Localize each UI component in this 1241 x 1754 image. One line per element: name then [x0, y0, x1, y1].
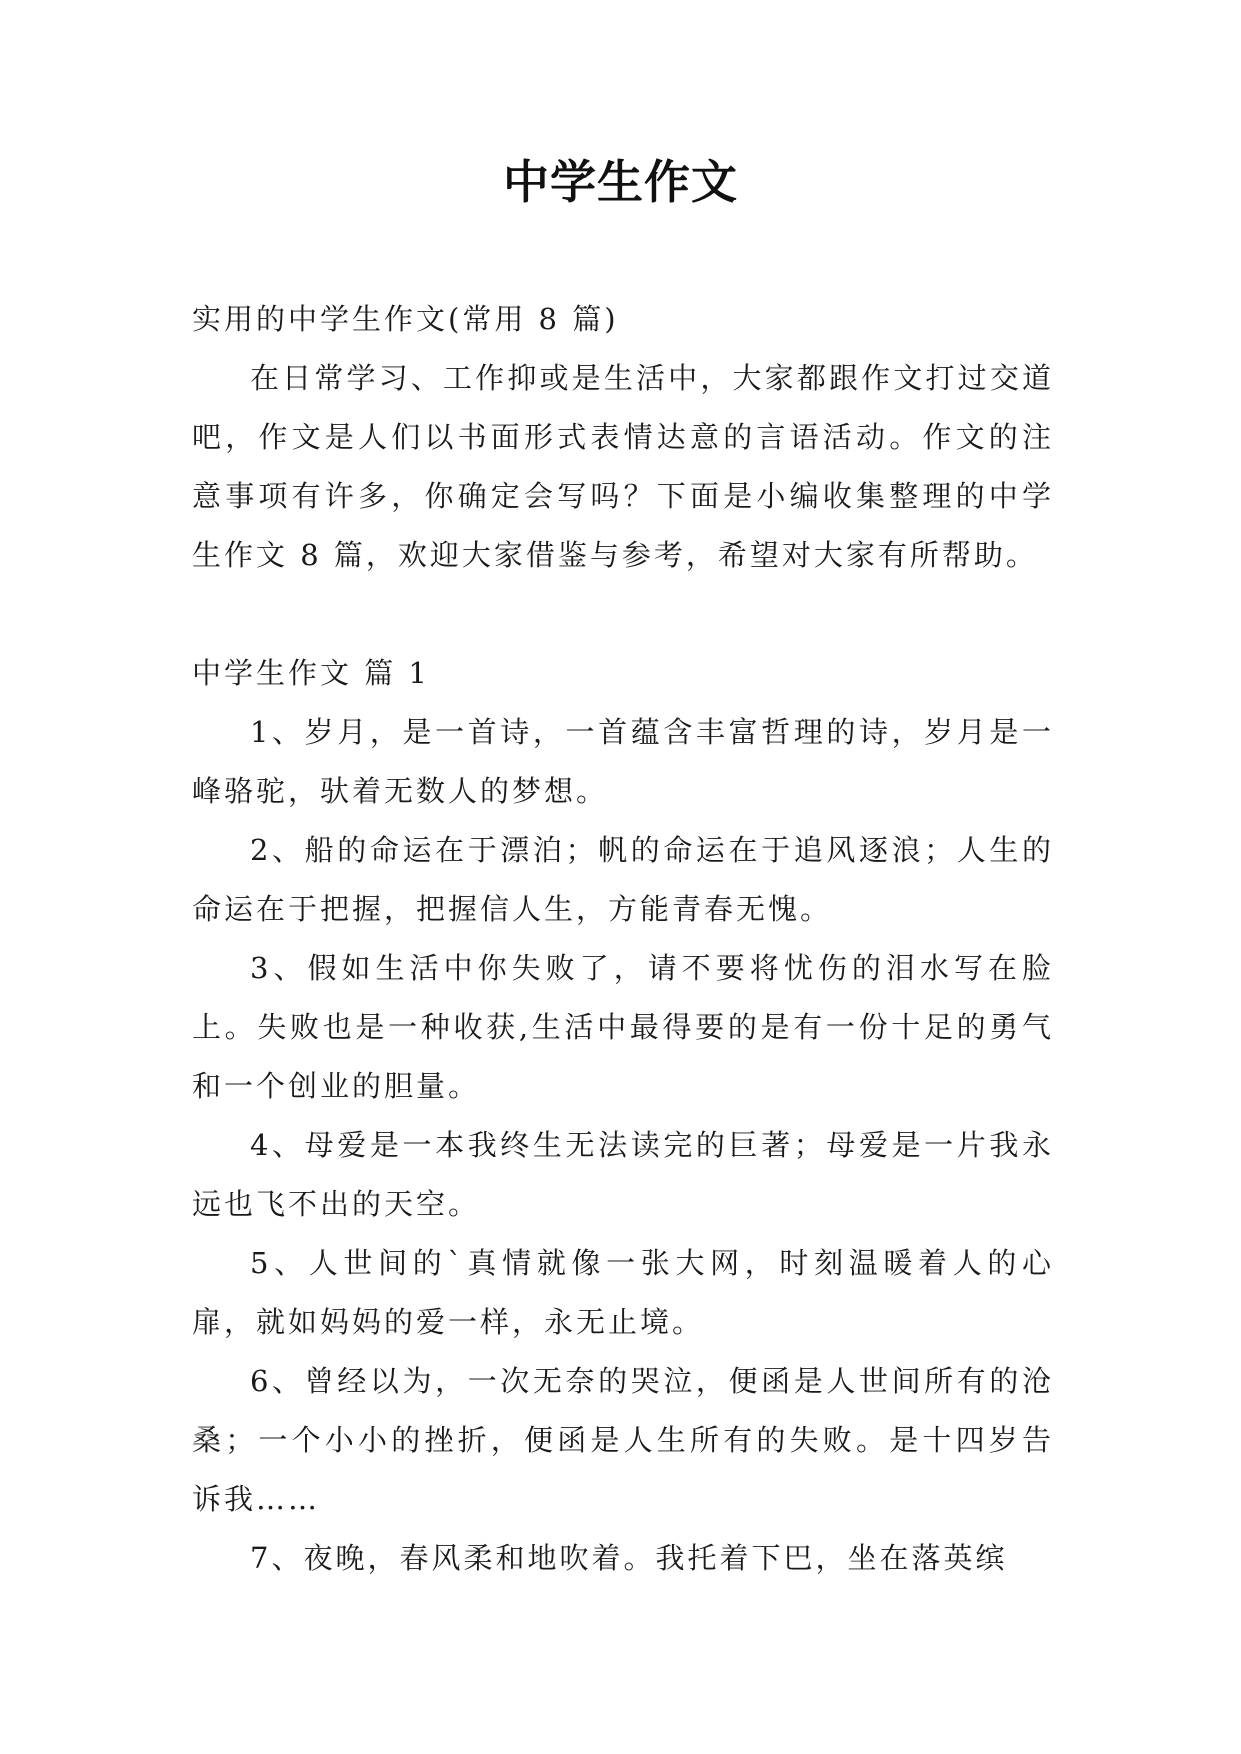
list-item: 7、夜晚，春风柔和地吹着。我托着下巴，坐在落英缤 [250, 1541, 1008, 1575]
document-subtitle: 实用的中学生作文(常用 8 篇) [192, 302, 619, 336]
document-body [192, 290, 1054, 1588]
list-item: 1、岁月，是一首诗，一首蕴含丰富哲理的诗，岁月是一峰骆驼，驮着无数人的梦想。 [192, 715, 1054, 808]
page-title: 中学生作文 [503, 155, 738, 209]
section-heading: 中学生作文 篇 1 [192, 656, 430, 690]
intro-paragraph: 在日常学习、工作抑或是生活中，大家都跟作文打过交道吧，作文是人们以书面形式表情达意的言语活动。作文的注意事项有许多，你确定会写吗？下面是小编收集整理的中学生作文 8 篇，欢迎大家借鉴与参考，希望对大家有所帮助。 [192, 361, 1054, 572]
list-item: 6、曾经以为，一次无奈的哭泣，便函是人世间所有的沧桑；一个小小的挫折，便函是人生所有的失败。是十四岁告诉我…… [192, 1364, 1054, 1516]
list-item: 5、人世间的`真情就像一张大网，时刻温暖着人的心扉，就如妈妈的爱一样，永无止境。 [192, 1246, 1054, 1339]
list-item: 3、假如生活中你失败了，请不要将忧伤的泪水写在脸上。失败也是一种收获,生活中最得要的是有一份十足的勇气和一个创业的胆量。 [192, 951, 1054, 1103]
list-item: 4、母爱是一本我终生无法读完的巨著；母爱是一片我永远也飞不出的天空。 [192, 1128, 1054, 1221]
list-item: 2、船的命运在于漂泊；帆的命运在于追风逐浪；人生的命运在于把握，把握信人生，方能青春无愧。 [192, 833, 1054, 926]
